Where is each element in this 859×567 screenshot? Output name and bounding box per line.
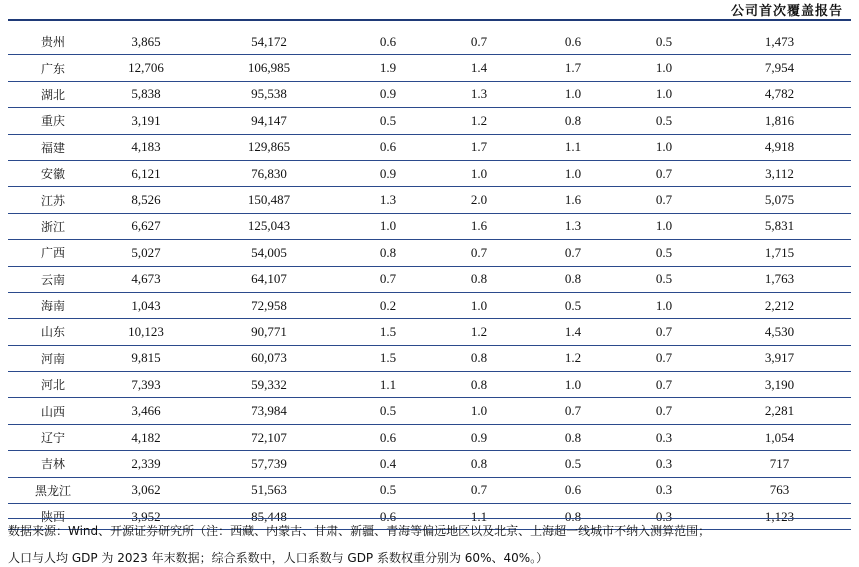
value-cell: 2,281 — [708, 398, 851, 424]
value-cell: 0.7 — [620, 398, 708, 424]
value-cell: 0.8 — [432, 345, 526, 371]
value-cell: 5,838 — [98, 81, 194, 107]
value-cell: 1.7 — [432, 134, 526, 160]
value-cell: 0.8 — [344, 240, 432, 266]
region-cell: 辽宁 — [8, 424, 98, 450]
region-cell: 云南 — [8, 266, 98, 292]
region-cell: 河北 — [8, 372, 98, 398]
value-cell: 0.6 — [526, 477, 620, 503]
value-cell: 0.7 — [526, 398, 620, 424]
value-cell: 1.2 — [432, 108, 526, 134]
table-row — [8, 266, 851, 292]
region-cell: 安徽 — [8, 160, 98, 186]
value-cell: 1.5 — [344, 319, 432, 345]
value-cell: 150,487 — [194, 187, 344, 213]
region-cell: 浙江 — [8, 213, 98, 239]
value-cell: 1,763 — [708, 266, 851, 292]
value-cell: 64,107 — [194, 266, 344, 292]
region-cell: 江苏 — [8, 187, 98, 213]
value-cell: 72,958 — [194, 292, 344, 318]
value-cell: 0.5 — [620, 108, 708, 134]
value-cell: 1.9 — [344, 55, 432, 81]
value-cell: 3,952 — [98, 504, 194, 530]
value-cell: 0.8 — [432, 372, 526, 398]
value-cell: 5,075 — [708, 187, 851, 213]
value-cell: 763 — [708, 477, 851, 503]
value-cell: 95,538 — [194, 81, 344, 107]
value-cell: 2,339 — [98, 451, 194, 477]
value-cell: 1.3 — [344, 187, 432, 213]
value-cell: 0.9 — [344, 81, 432, 107]
value-cell: 1.6 — [432, 213, 526, 239]
value-cell: 85,448 — [194, 504, 344, 530]
value-cell: 0.9 — [344, 160, 432, 186]
value-cell: 0.2 — [344, 292, 432, 318]
table-row — [8, 213, 851, 239]
table-row — [8, 160, 851, 186]
region-cell: 河南 — [8, 345, 98, 371]
value-cell: 125,043 — [194, 213, 344, 239]
value-cell: 0.3 — [620, 451, 708, 477]
region-cell: 海南 — [8, 292, 98, 318]
value-cell: 0.7 — [432, 29, 526, 55]
region-cell: 黑龙江 — [8, 477, 98, 503]
value-cell: 1.7 — [526, 55, 620, 81]
value-cell: 3,062 — [98, 477, 194, 503]
value-cell: 1.6 — [526, 187, 620, 213]
value-cell: 0.5 — [344, 398, 432, 424]
table-row — [8, 240, 851, 266]
value-cell: 1.2 — [526, 345, 620, 371]
value-cell: 1.4 — [526, 319, 620, 345]
value-cell: 1.5 — [344, 345, 432, 371]
value-cell: 0.8 — [526, 108, 620, 134]
value-cell: 1.0 — [620, 81, 708, 107]
value-cell: 1.3 — [432, 81, 526, 107]
value-cell: 0.3 — [620, 477, 708, 503]
value-cell: 1,043 — [98, 292, 194, 318]
value-cell: 0.7 — [432, 477, 526, 503]
value-cell: 4,183 — [98, 134, 194, 160]
table-bottom-rule — [8, 518, 851, 519]
value-cell: 4,782 — [708, 81, 851, 107]
value-cell: 94,147 — [194, 108, 344, 134]
region-cell: 山东 — [8, 319, 98, 345]
value-cell: 0.5 — [344, 477, 432, 503]
value-cell: 0.7 — [620, 372, 708, 398]
region-cell: 吉林 — [8, 451, 98, 477]
value-cell: 0.5 — [620, 29, 708, 55]
value-cell: 1.0 — [432, 292, 526, 318]
value-cell: 4,673 — [98, 266, 194, 292]
value-cell: 54,172 — [194, 29, 344, 55]
value-cell: 1.0 — [432, 398, 526, 424]
value-cell: 0.6 — [526, 29, 620, 55]
value-cell: 5,831 — [708, 213, 851, 239]
value-cell: 1.0 — [620, 213, 708, 239]
table-row — [8, 108, 851, 134]
value-cell: 1.0 — [526, 160, 620, 186]
value-cell: 12,706 — [98, 55, 194, 81]
region-cell: 广西 — [8, 240, 98, 266]
value-cell: 2.0 — [432, 187, 526, 213]
table-row — [8, 29, 851, 55]
value-cell: 1,123 — [708, 504, 851, 530]
value-cell: 129,865 — [194, 134, 344, 160]
value-cell: 0.7 — [432, 240, 526, 266]
table-row — [8, 398, 851, 424]
value-cell: 717 — [708, 451, 851, 477]
value-cell: 1,054 — [708, 424, 851, 450]
value-cell: 3,112 — [708, 160, 851, 186]
value-cell: 0.5 — [526, 451, 620, 477]
value-cell: 0.3 — [620, 424, 708, 450]
value-cell: 4,530 — [708, 319, 851, 345]
region-cell: 山西 — [8, 398, 98, 424]
value-cell: 1.0 — [344, 213, 432, 239]
value-cell: 1,715 — [708, 240, 851, 266]
value-cell: 0.6 — [344, 134, 432, 160]
value-cell: 3,190 — [708, 372, 851, 398]
value-cell: 0.6 — [344, 29, 432, 55]
value-cell: 2,212 — [708, 292, 851, 318]
table-row — [8, 424, 851, 450]
table-row — [8, 187, 851, 213]
value-cell: 0.8 — [526, 504, 620, 530]
value-cell: 0.6 — [344, 424, 432, 450]
value-cell: 57,739 — [194, 451, 344, 477]
value-cell: 0.8 — [432, 266, 526, 292]
value-cell: 3,466 — [98, 398, 194, 424]
value-cell: 0.5 — [526, 292, 620, 318]
value-cell: 4,182 — [98, 424, 194, 450]
value-cell: 5,027 — [98, 240, 194, 266]
report-type-title: 公司首次覆盖报告 — [730, 4, 843, 19]
header-rule — [8, 19, 851, 21]
value-cell: 0.8 — [526, 266, 620, 292]
value-cell: 3,917 — [708, 345, 851, 371]
value-cell: 1.0 — [620, 55, 708, 81]
value-cell: 106,985 — [194, 55, 344, 81]
value-cell: 76,830 — [194, 160, 344, 186]
value-cell: 0.7 — [620, 319, 708, 345]
value-cell: 7,954 — [708, 55, 851, 81]
value-cell: 0.4 — [344, 451, 432, 477]
value-cell: 0.3 — [620, 504, 708, 530]
value-cell: 1.0 — [526, 81, 620, 107]
table-row — [8, 292, 851, 318]
value-cell: 59,332 — [194, 372, 344, 398]
source-footnote-line-2: 人口与人均 GDP 为 2023 年末数据；综合系数中，人口系数与 GDP 系数权重分别为 60%、40%。） — [8, 551, 549, 565]
value-cell: 0.7 — [620, 345, 708, 371]
region-cell: 福建 — [8, 134, 98, 160]
value-cell: 0.9 — [432, 424, 526, 450]
value-cell: 1.0 — [526, 372, 620, 398]
table-row — [8, 319, 851, 345]
value-cell: 1.0 — [620, 134, 708, 160]
table-row — [8, 81, 851, 107]
value-cell: 6,121 — [98, 160, 194, 186]
table-row — [8, 55, 851, 81]
value-cell: 0.6 — [344, 504, 432, 530]
region-cell: 湖北 — [8, 81, 98, 107]
region-cell: 重庆 — [8, 108, 98, 134]
region-cell: 广东 — [8, 55, 98, 81]
value-cell: 1.1 — [432, 504, 526, 530]
regional-data-table — [8, 29, 851, 530]
value-cell: 0.5 — [620, 266, 708, 292]
value-cell: 8,526 — [98, 187, 194, 213]
value-cell: 0.8 — [526, 424, 620, 450]
region-cell: 贵州 — [8, 29, 98, 55]
value-cell: 0.8 — [432, 451, 526, 477]
table-row — [8, 372, 851, 398]
table-row — [8, 134, 851, 160]
value-cell: 51,563 — [194, 477, 344, 503]
value-cell: 60,073 — [194, 345, 344, 371]
value-cell: 72,107 — [194, 424, 344, 450]
value-cell: 0.7 — [526, 240, 620, 266]
value-cell: 90,771 — [194, 319, 344, 345]
value-cell: 1.3 — [526, 213, 620, 239]
table-body — [8, 29, 851, 530]
source-footnote-line-1: 数据来源：Wind、开源证券研究所（注：西藏、内蒙古、甘肃、新疆、青海等偏远地区以及北京、上海超一线城市不纳入测算范围； — [8, 524, 711, 538]
value-cell: 1.4 — [432, 55, 526, 81]
value-cell: 0.7 — [620, 187, 708, 213]
value-cell: 1.2 — [432, 319, 526, 345]
value-cell: 73,984 — [194, 398, 344, 424]
value-cell: 1.0 — [620, 292, 708, 318]
value-cell: 1,473 — [708, 29, 851, 55]
value-cell: 0.7 — [620, 160, 708, 186]
value-cell: 1.1 — [526, 134, 620, 160]
value-cell: 1,816 — [708, 108, 851, 134]
value-cell: 3,865 — [98, 29, 194, 55]
value-cell: 1.1 — [344, 372, 432, 398]
value-cell: 0.5 — [344, 108, 432, 134]
region-cell: 陕西 — [8, 504, 98, 530]
table-row — [8, 477, 851, 503]
value-cell: 9,815 — [98, 345, 194, 371]
value-cell: 10,123 — [98, 319, 194, 345]
value-cell: 6,627 — [98, 213, 194, 239]
value-cell: 4,918 — [708, 134, 851, 160]
value-cell: 54,005 — [194, 240, 344, 266]
value-cell: 0.5 — [620, 240, 708, 266]
value-cell: 3,191 — [98, 108, 194, 134]
value-cell: 1.0 — [432, 160, 526, 186]
table-row — [8, 451, 851, 477]
table-row — [8, 345, 851, 371]
value-cell: 0.7 — [344, 266, 432, 292]
value-cell: 7,393 — [98, 372, 194, 398]
